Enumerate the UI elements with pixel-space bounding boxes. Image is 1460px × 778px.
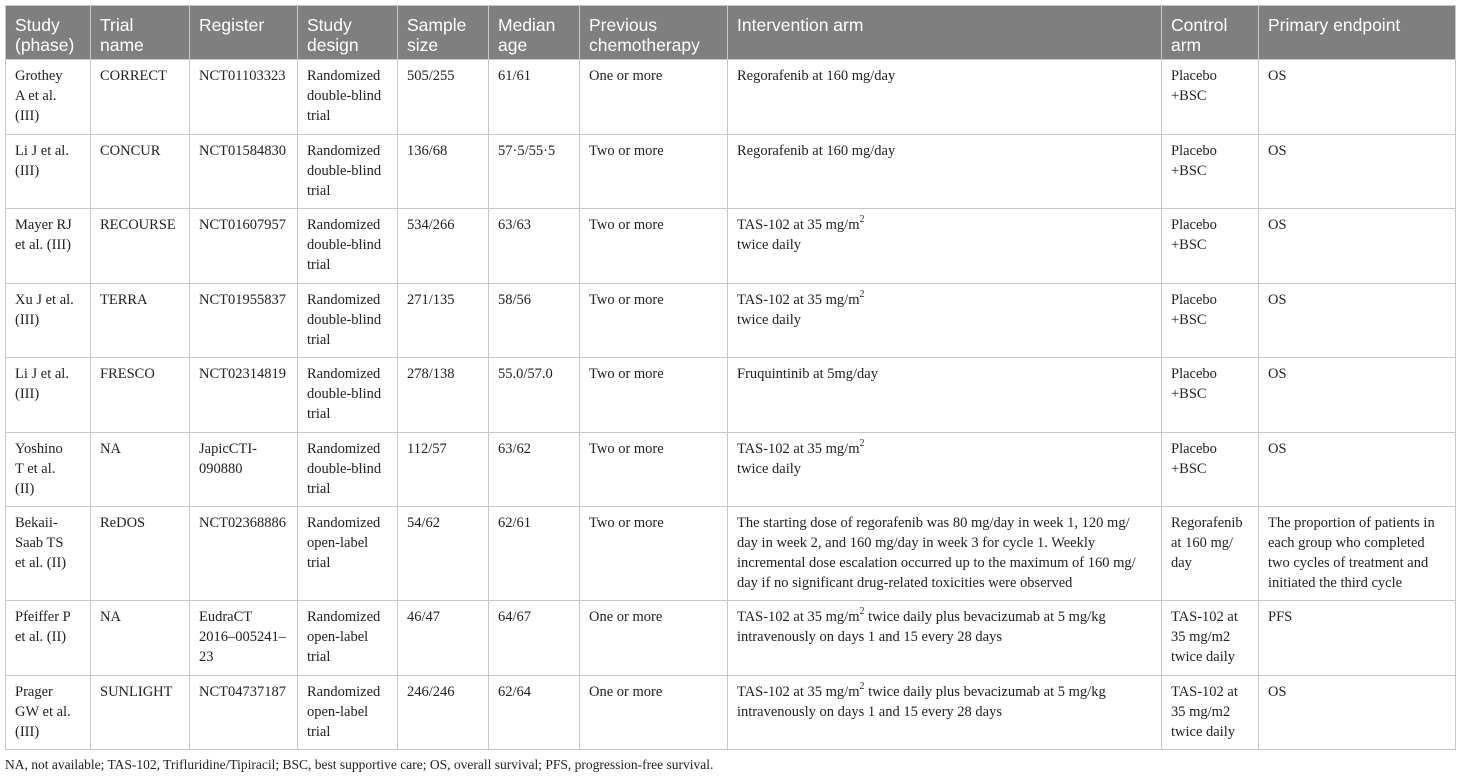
intervention-text: twice daily <box>737 311 802 328</box>
median-age-cell: 55.0/57.0 <box>489 358 580 433</box>
table-row <box>6 507 1456 601</box>
trial-name-cell: TERRA <box>91 283 190 358</box>
trial-name-cell: RECOURSE <box>91 209 190 284</box>
column-header-sample-size: Sample size <box>398 6 489 60</box>
study-design-cell: Randomized open-label trial <box>298 601 398 676</box>
study-design-cell: Randomized double-blind trial <box>298 283 398 358</box>
intervention-arm-cell: The starting dose of regorafenib was 80 mg/day in week 1, 120 mg/ day in week 2, and 160 mg/day in week 3 for cycle 1. Weekly incremental dose escalation occurred up to the maximum of 160 mg/ day if no significant drug-related toxicities were observed <box>728 507 1162 601</box>
sample-size-cell: 271/135 <box>398 283 489 358</box>
previous-chemotherapy-cell: Two or more <box>580 283 728 358</box>
intervention-arm-cell <box>728 675 1162 750</box>
header-row <box>6 6 1456 60</box>
register-cell: NCT02368886 <box>190 507 298 601</box>
previous-chemotherapy-cell: Two or more <box>580 507 728 601</box>
column-header-register: Register <box>190 6 298 60</box>
primary-endpoint-cell: PFS <box>1259 601 1456 676</box>
column-header-study-design: Study design <box>298 6 398 60</box>
primary-endpoint-cell: OS <box>1259 358 1456 433</box>
previous-chemotherapy-cell: Two or more <box>580 134 728 209</box>
trials-table <box>5 5 1456 750</box>
primary-endpoint-cell: OS <box>1259 209 1456 284</box>
intervention-arm-cell <box>728 601 1162 676</box>
column-header-median-age: Median age <box>489 6 580 60</box>
previous-chemotherapy-cell: One or more <box>580 60 728 135</box>
median-age-cell: 63/63 <box>489 209 580 284</box>
control-arm-cell: TAS-102 at 35 mg/m2 twice daily <box>1162 601 1259 676</box>
study-design-cell: Randomized double-blind trial <box>298 134 398 209</box>
sample-size-cell: 136/68 <box>398 134 489 209</box>
median-age-cell: 64/67 <box>489 601 580 676</box>
control-arm-cell: TAS-102 at 35 mg/m2 twice daily <box>1162 675 1259 750</box>
control-arm-cell: Placebo +BSC <box>1162 209 1259 284</box>
primary-endpoint-cell: OS <box>1259 60 1456 135</box>
trial-name-cell: CONCUR <box>91 134 190 209</box>
intervention-arm-cell <box>728 283 1162 358</box>
median-age-cell: 58/56 <box>489 283 580 358</box>
table-row <box>6 209 1456 284</box>
column-header-intervention-arm: Intervention arm <box>728 6 1162 60</box>
primary-endpoint-cell: OS <box>1259 134 1456 209</box>
trial-name-cell: ReDOS <box>91 507 190 601</box>
primary-endpoint-cell: The proportion of patients in each group who completed two cycles of treatment and initiated the third cycle <box>1259 507 1456 601</box>
sample-size-cell: 278/138 <box>398 358 489 433</box>
column-header-study: Study (phase) <box>6 6 91 60</box>
table-row <box>6 601 1456 676</box>
previous-chemotherapy-cell: Two or more <box>580 209 728 284</box>
table-row <box>6 675 1456 750</box>
trial-name-cell: CORRECT <box>91 60 190 135</box>
study-design-cell: Randomized double-blind trial <box>298 209 398 284</box>
superscript: 2 <box>859 214 865 225</box>
table-row <box>6 283 1456 358</box>
control-arm-cell: Placebo +BSC <box>1162 134 1259 209</box>
previous-chemotherapy-cell: One or more <box>580 601 728 676</box>
superscript: 2 <box>859 680 865 692</box>
register-cell: NCT01607957 <box>190 209 298 284</box>
study-cell: Grothey A et al. (III) <box>6 60 91 135</box>
table-row <box>6 134 1456 209</box>
intervention-text: TAS-102 at 35 mg/m <box>737 440 860 457</box>
primary-endpoint-cell: OS <box>1259 675 1456 750</box>
intervention-arm-cell: Regorafenib at 160 mg/day <box>728 60 1162 135</box>
study-cell: Mayer RJ et al. (III) <box>6 209 91 284</box>
column-header-primary-endpoint: Primary endpoint <box>1259 6 1456 60</box>
column-header-previous-chemotherapy: Previous chemotherapy <box>580 6 728 60</box>
study-cell: Bekaii- Saab TS et al. (II) <box>6 507 91 601</box>
previous-chemotherapy-cell: One or more <box>580 675 728 750</box>
median-age-cell: 61/61 <box>489 60 580 135</box>
trial-name-cell: FRESCO <box>91 358 190 433</box>
median-age-cell: 57·5/55·5 <box>489 134 580 209</box>
intervention-arm-cell: Regorafenib at 160 mg/day <box>728 134 1162 209</box>
intervention-text: TAS-102 at 35 mg/m <box>737 217 860 233</box>
control-arm-cell: Placebo +BSC <box>1162 358 1259 433</box>
intervention-arm-cell: Fruquintinib at 5mg/day <box>728 358 1162 433</box>
intervention-text: twice daily <box>737 460 802 477</box>
superscript: 2 <box>859 437 865 449</box>
study-design-cell: Randomized open-label trial <box>298 507 398 601</box>
sample-size-cell: 112/57 <box>398 432 489 507</box>
control-arm-cell: Placebo +BSC <box>1162 283 1259 358</box>
previous-chemotherapy-cell: Two or more <box>580 432 728 507</box>
control-arm-cell: Placebo +BSC <box>1162 432 1259 507</box>
table-row <box>6 432 1456 507</box>
intervention-text: TAS-102 at 35 mg/m <box>737 291 860 308</box>
median-age-cell: 62/61 <box>489 507 580 601</box>
study-cell: Pfeiffer P et al. (II) <box>6 601 91 676</box>
sample-size-cell: 46/47 <box>398 601 489 676</box>
control-arm-cell: Placebo +BSC <box>1162 60 1259 135</box>
superscript: 2 <box>859 288 865 300</box>
trial-name-cell: NA <box>91 601 190 676</box>
median-age-cell: 63/62 <box>489 432 580 507</box>
register-cell: NCT01584830 <box>190 134 298 209</box>
intervention-text: TAS-102 at 35 mg/m <box>737 683 860 700</box>
register-cell: NCT04737187 <box>190 675 298 750</box>
previous-chemotherapy-cell: Two or more <box>580 358 728 433</box>
register-cell: NCT01955837 <box>190 283 298 358</box>
table-row <box>6 60 1456 135</box>
trial-name-cell: SUNLIGHT <box>91 675 190 750</box>
register-cell: NCT02314819 <box>190 358 298 433</box>
primary-endpoint-cell: OS <box>1259 283 1456 358</box>
study-cell: Xu J et al. (III) <box>6 283 91 358</box>
primary-endpoint-cell: OS <box>1259 432 1456 507</box>
register-cell: EudraCT 2016–005241– 23 <box>190 601 298 676</box>
register-cell: NCT01103323 <box>190 60 298 135</box>
study-cell: Yoshino T et al. (II) <box>6 432 91 507</box>
column-header-trial-name: Trial name <box>91 6 190 60</box>
study-cell: Li J et al. (III) <box>6 134 91 209</box>
study-cell: Prager GW et al. (III) <box>6 675 91 750</box>
table-footnote: NA, not available; TAS-102, Trifluridine/Tipiracil; BSC, best supportive care; OS, overall survival; PFS, progression-free survival. <box>5 757 714 772</box>
intervention-arm-cell <box>728 209 1162 284</box>
column-header-control-arm: Control arm <box>1162 6 1259 60</box>
study-design-cell: Randomized double-blind trial <box>298 358 398 433</box>
study-cell: Li J et al. (III) <box>6 358 91 433</box>
sample-size-cell: 54/62 <box>398 507 489 601</box>
table-row <box>6 358 1456 433</box>
intervention-text: twice daily plus bevacizumab at 5 mg/kg intravenously on days 1 and 15 every 28 days <box>737 609 1106 645</box>
study-design-cell: Randomized open-label trial <box>298 675 398 750</box>
median-age-cell: 62/64 <box>489 675 580 750</box>
register-cell: JapicCTI- 090880 <box>190 432 298 507</box>
sample-size-cell: 505/255 <box>398 60 489 135</box>
sample-size-cell: 246/246 <box>398 675 489 750</box>
study-design-cell: Randomized double-blind trial <box>298 60 398 135</box>
sample-size-cell: 534/266 <box>398 209 489 284</box>
control-arm-cell: Regorafenib at 160 mg/ day <box>1162 507 1259 601</box>
trial-name-cell: NA <box>91 432 190 507</box>
intervention-text: twice daily plus bevacizumab at 5 mg/kg intravenously on days 1 and 15 every 28 days <box>737 683 1106 720</box>
superscript: 2 <box>859 606 865 617</box>
intervention-arm-cell <box>728 432 1162 507</box>
intervention-text: TAS-102 at 35 mg/m <box>737 609 860 625</box>
study-design-cell: Randomized double-blind trial <box>298 432 398 507</box>
intervention-text: twice daily <box>737 237 802 253</box>
